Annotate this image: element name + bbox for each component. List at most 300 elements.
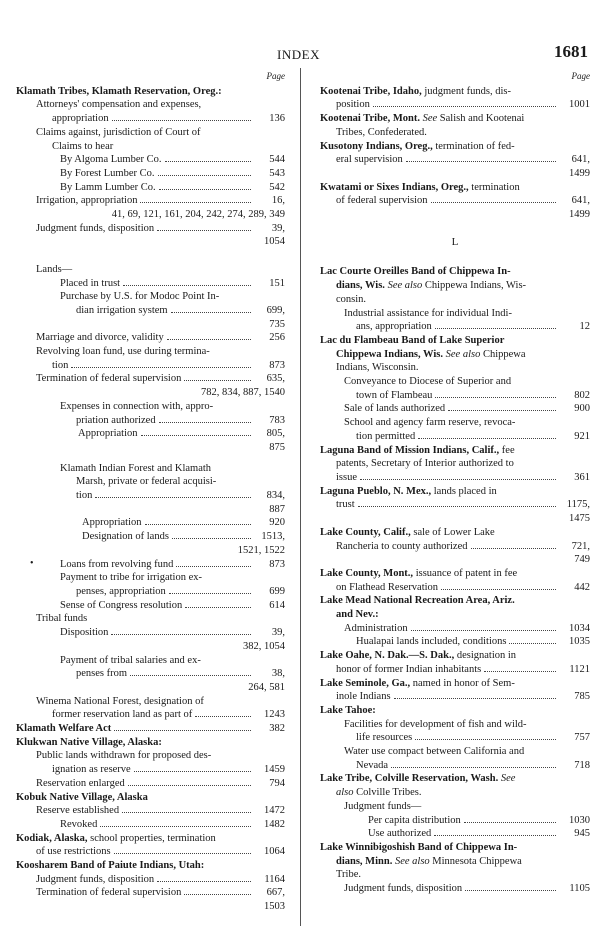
index-page-ref: 921 <box>574 430 590 442</box>
index-page-ref: 1482 <box>264 818 285 830</box>
index-entry <box>320 126 590 140</box>
index-entry <box>320 194 590 208</box>
index-page-ref: 1459 <box>264 764 285 776</box>
index-entry <box>320 745 590 759</box>
index-page-ref: 614 <box>269 599 285 611</box>
index-entry-text: ans, appropriation <box>356 321 432 333</box>
index-page-ref: 641, <box>571 195 590 207</box>
index-page-ref: 667, <box>266 887 285 899</box>
index-entry <box>320 85 590 99</box>
index-entry <box>16 194 285 208</box>
index-entry-text: Designation of lands <box>82 531 169 543</box>
index-entry-text: Lake Mead National Recreation Area, Ariz. <box>320 595 515 607</box>
index-entry <box>16 126 285 140</box>
index-entry <box>16 667 285 681</box>
dot-leader <box>100 818 251 827</box>
index-page-ref: 39, <box>271 627 285 639</box>
index-entry <box>320 690 590 704</box>
index-page-continuation: 41, 69, 121, 161, 204, 242, 274, 289, 349 <box>111 209 285 221</box>
index-entry <box>16 98 285 112</box>
index-entry <box>320 98 590 112</box>
index-page-ref: 802 <box>574 389 590 401</box>
index-entry-text: Claims to hear <box>52 140 114 152</box>
index-entry-text: Tribes, Confederated. <box>336 126 427 138</box>
index-entry <box>320 772 590 786</box>
index-entry-text: Irrigation, appropriation <box>36 195 138 207</box>
column-divider <box>300 68 301 926</box>
index-entry <box>16 749 285 763</box>
index-page-ref: 873 <box>269 359 285 371</box>
index-page-ref: 1513, <box>261 531 285 543</box>
index-entry-text: Disposition <box>60 627 109 639</box>
dot-leader <box>158 167 252 176</box>
index-entry-text: Sale of lands authorized <box>344 403 446 415</box>
index-entry <box>16 873 285 887</box>
dot-leader <box>406 153 556 162</box>
dot-leader <box>112 112 251 121</box>
index-entry <box>16 845 285 859</box>
dot-leader <box>172 530 251 539</box>
index-entry <box>16 818 285 832</box>
index-entry <box>16 277 285 291</box>
index-entry-text: tion permitted <box>356 430 416 442</box>
dot-leader <box>114 722 251 731</box>
dot-leader <box>358 498 556 507</box>
index-entry <box>320 841 590 855</box>
index-entry-text: Lac Courte Oreilles Band of Chippewa In- <box>320 266 511 278</box>
index-entry-text: Appropriation <box>78 428 138 440</box>
index-page-ref: 544 <box>269 154 285 166</box>
index-entry <box>16 359 285 373</box>
index-entry-text: eral supervision <box>336 154 403 166</box>
page-title: INDEX <box>277 47 320 62</box>
section-letter: L <box>451 235 459 248</box>
index-entry-text: Klamath Indian Forest and Klamath <box>60 462 212 474</box>
index-entry <box>320 704 590 718</box>
index-entry-text: Placed in trust <box>60 277 121 289</box>
index-entry-text: life resources <box>356 732 413 744</box>
index-entry-detail: See <box>500 773 516 785</box>
index-entry <box>16 263 285 277</box>
dot-leader <box>130 667 251 676</box>
dot-leader <box>185 599 251 608</box>
dot-leader <box>184 372 251 381</box>
index-entry-text: Reserve established <box>36 805 120 817</box>
index-entry-detail: Colville Tribes. <box>353 787 422 799</box>
index-entry <box>16 85 285 99</box>
index-entry-text: former reservation land as part of <box>52 709 193 721</box>
index-entry-text: Lake Tahoe: <box>320 704 376 716</box>
index-entry-text: By Lamm Lumber Co. <box>60 181 156 193</box>
index-entry-text: Rancheria to county authorized <box>336 540 468 552</box>
index-entry-text: ignation as reserve <box>52 764 131 776</box>
index-entry <box>320 348 590 362</box>
index-entry <box>320 430 590 444</box>
index-entry-detail: See Salish and Kootenai <box>422 113 525 125</box>
index-entry <box>320 140 590 154</box>
dot-leader <box>167 331 251 340</box>
index-entry <box>320 594 590 608</box>
index-entry-text: Attorneys' compensation and expenses, <box>36 99 202 111</box>
index-entry <box>320 526 590 540</box>
index-entry-text: Marsh, private or federal acquisi- <box>76 476 217 488</box>
index-entry-detail: See also Chippewa Indians, Wis- <box>387 280 527 292</box>
index-entry-detail: school properties, termination <box>87 832 216 844</box>
index-entry-text: Judgment funds— <box>344 800 422 812</box>
index-entry <box>16 153 285 167</box>
index-entry <box>320 279 590 293</box>
index-page-continuation: 749 <box>574 554 590 566</box>
index-entry-text: Termination of federal supervision <box>36 887 182 899</box>
index-entry-text: tion <box>76 490 93 502</box>
index-page-ref: 12 <box>579 321 590 333</box>
index-entry-text: Tribal funds <box>36 613 88 625</box>
index-page-ref: 699 <box>269 586 285 597</box>
index-entry <box>16 400 285 414</box>
index-entry-text: Indians, Wisconsin. <box>336 362 419 374</box>
dot-leader <box>141 427 252 436</box>
dot-leader <box>391 759 556 768</box>
index-entry <box>320 827 590 841</box>
index-page-ref: 945 <box>574 828 590 840</box>
index-entry <box>16 708 285 722</box>
dot-leader <box>435 389 556 398</box>
dot-leader <box>509 635 556 644</box>
page-number: 1681 <box>554 42 588 61</box>
index-entry <box>16 832 285 846</box>
index-entry <box>320 457 590 471</box>
index-entry-text: Lake Seminole, Ga., <box>320 677 411 689</box>
dot-leader <box>464 814 556 823</box>
dot-leader <box>111 626 251 635</box>
index-page-continuation: 1499 <box>569 167 590 179</box>
index-entry <box>16 763 285 777</box>
index-entry <box>320 498 590 512</box>
index-entry-text: Payment of tribal salaries and ex- <box>60 654 201 666</box>
index-page-continuation: 735 <box>269 318 285 330</box>
index-entry-text: of use restrictions <box>36 846 111 858</box>
index-entry-text: Koosharem Band of Paiute Indians, Utah: <box>16 860 205 872</box>
index-entry-text: Judgment funds, disposition <box>36 873 155 885</box>
index-entry <box>320 608 590 622</box>
dot-leader <box>165 153 252 162</box>
index-entry-text: Winema National Forest, designation of <box>36 695 204 707</box>
index-entry <box>16 304 285 318</box>
index-page-ref: 721, <box>571 540 590 552</box>
index-page-ref: 361 <box>574 471 590 483</box>
index-entry-text: Klamath Welfare Act <box>16 723 112 735</box>
index-entry-text: Lac du Flambeau Band of Lake Superior <box>320 334 505 346</box>
index-entry <box>16 462 285 476</box>
dot-leader <box>145 516 252 525</box>
index-entry <box>320 540 590 554</box>
dot-leader <box>184 886 251 895</box>
index-entry <box>320 882 590 896</box>
index-page-ref: 1175, <box>566 499 590 511</box>
index-entry-text: Kobuk Native Village, Alaska <box>16 791 148 803</box>
index-entry <box>16 140 285 154</box>
index-entry <box>16 489 285 503</box>
index-entry-text: Kootenai Tribe, Idaho, <box>320 85 422 97</box>
index-page-ref: 1034 <box>569 622 590 634</box>
dot-leader <box>176 558 251 567</box>
dot-leader <box>394 690 556 699</box>
index-entry <box>16 571 285 585</box>
dot-leader <box>431 194 556 203</box>
index-entry-text: trust <box>336 499 355 511</box>
index-entry-text: Payment to tribe for irrigation ex- <box>60 572 203 584</box>
index-page-ref: 699, <box>266 304 285 316</box>
index-entry-text: issue <box>336 471 357 483</box>
index-entry-text: also <box>336 787 354 799</box>
index-entry <box>16 612 285 626</box>
index-entry <box>320 485 590 499</box>
index-entry-text: Use authorized <box>368 828 432 840</box>
index-entry-text: Expenses in connection with, appro- <box>60 400 214 412</box>
index-entry <box>320 153 590 167</box>
dot-leader <box>418 430 556 439</box>
index-page-continuation: 1054 <box>264 236 285 248</box>
index-page-ref: 873 <box>269 558 285 570</box>
index-entry <box>16 222 285 236</box>
index-page-ref: 38, <box>271 668 285 680</box>
index-entry-text: Per capita distribution <box>368 814 461 826</box>
index-entry <box>320 731 590 745</box>
index-entry-detail: termination <box>468 181 520 193</box>
index-entry <box>16 804 285 818</box>
column-page-header: Page <box>266 71 285 81</box>
index-entry <box>320 868 590 882</box>
index-page-ref: 805, <box>266 428 285 440</box>
index-page-ref: 136 <box>269 113 285 125</box>
index-entry-detail: See also Minnesota Chippewa <box>394 855 522 867</box>
index-entry-text: on Flathead Reservation <box>336 581 439 593</box>
index-entry <box>320 361 590 375</box>
index-entry-text: Klamath Tribes, Klamath Reservation, Oreg.: <box>16 85 222 97</box>
index-entry-text: inole Indians <box>336 691 391 703</box>
index-entry-text: Administration <box>344 622 408 634</box>
index-entry <box>16 516 285 530</box>
index-page-ref: 39, <box>271 222 285 234</box>
index-entry <box>16 475 285 489</box>
index-page-continuation: 382, 1054 <box>243 640 285 652</box>
index-page-ref: 442 <box>574 581 590 593</box>
index-entry-text: appropriation <box>52 113 109 125</box>
index-entry-text: School and agency farm reserve, revoca- <box>344 417 516 429</box>
index-entry <box>320 581 590 595</box>
index-page-ref: 635, <box>266 373 285 385</box>
dot-leader <box>157 873 251 882</box>
index-entry <box>320 375 590 389</box>
index-entry-text: position <box>336 99 370 111</box>
index-page-ref: 1243 <box>264 709 285 721</box>
index-page-ref: 543 <box>269 167 285 179</box>
index-entry <box>16 345 285 359</box>
index-entry-text: Lake Tribe, Colville Reservation, Wash. <box>320 773 499 785</box>
dot-leader <box>484 663 556 672</box>
index-page-ref: 794 <box>269 777 285 789</box>
dot-leader <box>411 622 556 631</box>
index-entry <box>16 777 285 791</box>
index-page-ref: 718 <box>574 759 590 771</box>
index-entry-text: Sense of Congress resolution <box>60 599 183 611</box>
index-entry <box>16 886 285 900</box>
index-entry <box>16 530 285 544</box>
index-page-ref: 1105 <box>569 883 590 895</box>
index-entry <box>16 290 285 304</box>
index-entry-text: Klukwan Native Village, Alaska: <box>16 736 162 748</box>
index-entry <box>320 307 590 321</box>
index-entry <box>16 181 285 195</box>
index-entry-text: priation authorized <box>76 414 156 426</box>
index-entry-text: Lake County, Calif., <box>320 526 411 538</box>
index-entry <box>16 791 285 805</box>
dot-leader <box>159 181 251 190</box>
index-entry-text: Industrial assistance for individual Indi- <box>344 307 512 319</box>
dot-leader <box>169 585 251 594</box>
index-entry <box>320 677 590 691</box>
index-entry-text: dians, Wis. <box>336 280 385 292</box>
index-entry-text: patents, Secretary of Interior authorized to <box>336 458 514 470</box>
index-entry-text: Laguna Pueblo, N. Mex., <box>320 485 432 497</box>
dot-leader <box>434 827 556 836</box>
index-page-ref: 785 <box>574 691 590 703</box>
dot-leader <box>415 731 556 740</box>
dot-leader <box>171 304 251 313</box>
index-entry <box>320 320 590 334</box>
dot-leader <box>114 845 251 854</box>
index-column-left <box>16 70 285 914</box>
index-entry-text: Termination of federal supervision <box>36 373 182 385</box>
index-entry-text: Tribe. <box>336 869 361 881</box>
index-entry <box>16 722 285 736</box>
index-page-continuation: 1499 <box>569 209 590 221</box>
dot-leader <box>122 804 251 813</box>
index-page-ref: 382 <box>269 723 285 735</box>
index-entry-text: Kwatami or Sixes Indians, Oreg., <box>320 181 469 193</box>
index-entry <box>16 427 285 441</box>
index-entry <box>320 855 590 869</box>
index-entry-text: Loans from revolving fund <box>60 558 174 570</box>
index-page-continuation: 1521, 1522 <box>237 544 285 556</box>
column-page-header: Page <box>571 71 590 81</box>
index-page-continuation: 1475 <box>569 513 590 525</box>
index-entry <box>16 859 285 873</box>
index-page-ref: 256 <box>269 332 285 344</box>
index-entry-detail: fee <box>499 444 515 456</box>
index-page-ref: 1035 <box>569 636 590 648</box>
index-entry <box>16 695 285 709</box>
index-entry <box>320 567 590 581</box>
index-entry-detail: judgment funds, dis- <box>421 85 511 97</box>
index-entry-text: Judgment funds, disposition <box>344 883 463 895</box>
index-entry-text: Kodiak, Alaska, <box>16 832 88 844</box>
index-entry-text: By Algoma Lumber Co. <box>60 154 162 166</box>
index-entry <box>16 558 285 572</box>
index-entry-text: Appropriation <box>82 517 142 529</box>
dot-leader <box>71 359 251 368</box>
dot-leader <box>123 277 251 286</box>
index-page-ref: 1164 <box>264 873 285 885</box>
index-page-ref: 900 <box>574 403 590 415</box>
index-entry <box>320 293 590 307</box>
index-page-ref: 151 <box>269 277 285 289</box>
dot-leader <box>140 194 251 203</box>
index-entry-text: Lake Winnibigoshish Band of Chippewa In- <box>320 841 518 853</box>
index-entry-text: Chippewa Indians, Wis. <box>336 348 443 360</box>
index-page-ref: 920 <box>269 517 285 529</box>
index-page-ref: 16, <box>271 195 285 207</box>
index-entry <box>320 402 590 416</box>
dot-leader <box>448 402 556 411</box>
index-entry <box>320 622 590 636</box>
index-entry <box>320 389 590 403</box>
index-entry <box>16 599 285 613</box>
index-page-ref: 1472 <box>264 805 285 817</box>
dot-leader <box>441 581 556 590</box>
index-entry <box>320 786 590 800</box>
index-page-continuation: 887 <box>269 503 285 515</box>
index-entry <box>16 654 285 668</box>
index-entry-text: tion <box>52 359 69 371</box>
dot-leader <box>435 320 556 329</box>
index-entry-text: honor of former Indian inhabitants <box>336 663 482 675</box>
index-entry <box>320 718 590 732</box>
dot-leader <box>471 540 557 549</box>
index-entry-detail: designation in <box>454 650 517 662</box>
index-entry-text: Judgment funds, disposition <box>36 222 155 234</box>
index-entry <box>320 265 590 279</box>
index-page-ref: 1064 <box>264 846 285 858</box>
index-entry <box>320 334 590 348</box>
index-page-ref: 641, <box>571 154 590 166</box>
index-page-continuation: 1503 <box>264 901 285 913</box>
index-entry-detail: sale of Lower Lake <box>410 526 495 538</box>
index-entry-text: Nevada <box>356 759 389 771</box>
index-entry <box>16 372 285 386</box>
index-entry <box>16 736 285 750</box>
dot-leader <box>157 222 251 231</box>
dot-leader <box>195 708 251 717</box>
index-entry-text: By Forest Lumber Co. <box>60 167 155 179</box>
index-entry <box>16 331 285 345</box>
dot-leader <box>373 98 556 107</box>
index-page-ref: 1030 <box>569 814 590 826</box>
index-entry-text: Lands— <box>36 263 73 275</box>
index-page-ref: 834, <box>266 490 285 502</box>
index-entry-text: Conveyance to Diocese of Superior and <box>344 376 512 388</box>
index-entry-text: Claims against, jurisdiction of Court of <box>36 126 201 138</box>
index-entry-text: Lake Oahe, N. Dak.—S. Dak., <box>320 650 455 662</box>
index-entry <box>320 635 590 649</box>
dot-leader <box>134 763 251 772</box>
index-entry-text: penses, appropriation <box>76 586 166 597</box>
index-entry-text: Reservation enlarged <box>36 777 125 789</box>
index-entry <box>320 416 590 430</box>
index-entry-detail: named in honor of Sem- <box>410 677 515 689</box>
dot-leader <box>95 489 251 498</box>
index-entry-text: Kootenai Tribe, Mont. <box>320 113 420 125</box>
index-entry-text: Revolving loan fund, use during termina- <box>36 346 210 358</box>
index-entry <box>320 814 590 828</box>
index-page-ref: 1121 <box>569 663 590 675</box>
index-entry <box>320 800 590 814</box>
dot-leader <box>360 471 556 480</box>
index-entry-text: Water use compact between California and <box>344 746 525 758</box>
dot-leader <box>159 414 251 423</box>
index-page-continuation: 875 <box>269 441 285 453</box>
index-entry <box>320 112 590 126</box>
